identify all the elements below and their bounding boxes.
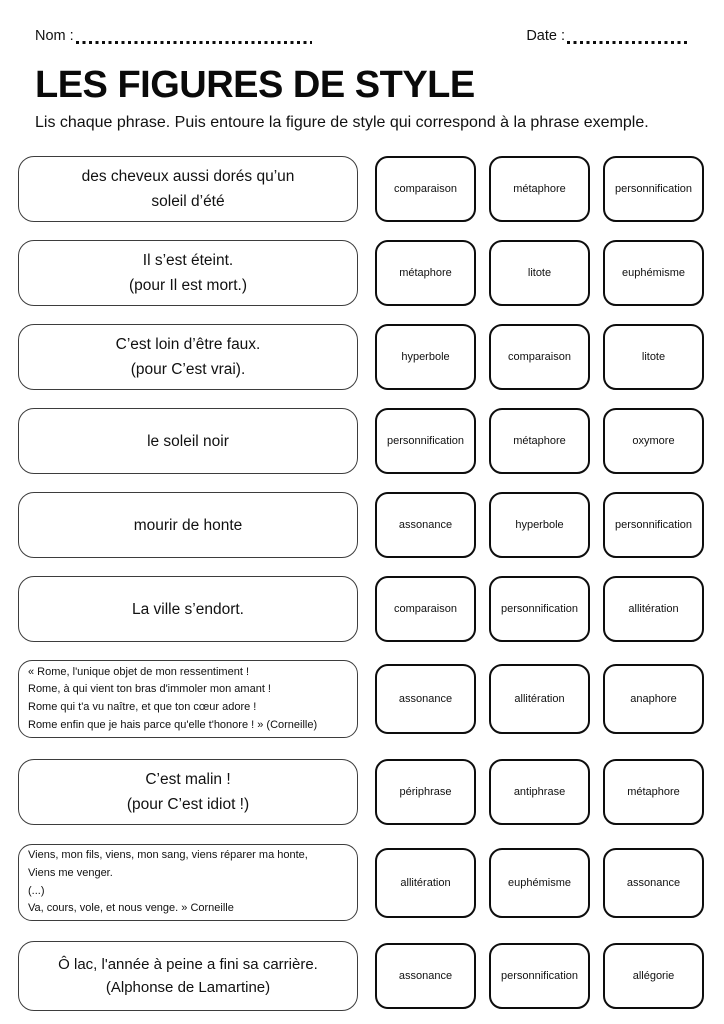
date-label: Date :	[526, 28, 565, 44]
option-choice[interactable]: euphémisme	[489, 848, 590, 918]
phrase-line: Viens, mon fils, viens, mon sang, viens réparer ma honte,	[28, 849, 308, 862]
phrase-line: C’est loin d’être faux.	[115, 335, 261, 353]
phrase-line: soleil d’été	[151, 193, 225, 211]
phrase-line: (pour C’est vrai).	[130, 361, 246, 379]
option-choice[interactable]: allégorie	[603, 943, 704, 1009]
phrase-line: Va, cours, vole, et nous venge. » Corneille	[28, 902, 234, 915]
exercise-rows	[18, 156, 704, 1011]
option-choice[interactable]: personnification	[489, 943, 590, 1009]
option-choice[interactable]: anaphore	[603, 664, 704, 734]
exercise-row	[18, 156, 704, 222]
name-label: Nom :	[35, 28, 74, 44]
phrase-line: (pour C’est idiot !)	[126, 796, 250, 814]
option-choice[interactable]: personnification	[489, 576, 590, 642]
option-group	[375, 664, 704, 734]
option-choice[interactable]: métaphore	[603, 759, 704, 825]
option-choice[interactable]: comparaison	[375, 156, 476, 222]
phrase-line: Rome, à qui vient ton bras d'immoler mon amant !	[28, 683, 271, 696]
option-group	[375, 156, 704, 222]
exercise-row	[18, 576, 704, 642]
phrase-line: « Rome, l'unique objet de mon ressentiment !	[28, 665, 249, 678]
option-group	[375, 943, 704, 1009]
option-choice[interactable]: allitération	[375, 848, 476, 918]
phrase-box	[18, 576, 358, 642]
phrase-line: C’est malin !	[145, 770, 231, 788]
option-group	[375, 848, 704, 918]
name-field	[35, 28, 312, 44]
option-group	[375, 240, 704, 306]
option-choice[interactable]: allitération	[603, 576, 704, 642]
option-choice[interactable]: métaphore	[489, 156, 590, 222]
option-choice[interactable]: assonance	[375, 492, 476, 558]
option-choice[interactable]: périphrase	[375, 759, 476, 825]
option-choice[interactable]: antiphrase	[489, 759, 590, 825]
phrase-line: Ô lac, l'année à peine a fini sa carrière.	[58, 955, 318, 973]
phrase-box	[18, 759, 358, 825]
phrase-box	[18, 941, 358, 1011]
option-choice[interactable]: hyperbole	[375, 324, 476, 390]
phrase-box	[18, 660, 358, 738]
exercise-row	[18, 492, 704, 558]
exercise-row	[18, 408, 704, 474]
header-bar	[35, 28, 689, 44]
option-choice[interactable]: métaphore	[375, 240, 476, 306]
option-choice[interactable]: hyperbole	[489, 492, 590, 558]
phrase-line: Rome enfin que je hais parce qu'elle t'honore ! » (Corneille)	[28, 718, 318, 731]
option-choice[interactable]: personnification	[603, 156, 704, 222]
option-choice[interactable]: litote	[603, 324, 704, 390]
option-choice[interactable]: assonance	[603, 848, 704, 918]
exercise-row	[18, 844, 704, 921]
option-choice[interactable]: euphémisme	[603, 240, 704, 306]
phrase-line: La ville s’endort.	[131, 600, 244, 618]
phrase-line: Il s’est éteint.	[142, 251, 234, 269]
phrase-box	[18, 492, 358, 558]
option-group	[375, 492, 704, 558]
phrase-line: (pour Il est mort.)	[129, 277, 247, 295]
phrase-line: mourir de honte	[133, 516, 243, 534]
phrase-line: (Alphonse de Lamartine)	[105, 979, 271, 997]
option-choice[interactable]: assonance	[375, 664, 476, 734]
option-group	[375, 408, 704, 474]
option-group	[375, 324, 704, 390]
exercise-row	[18, 324, 704, 390]
exercise-row	[18, 660, 704, 738]
exercise-row	[18, 941, 704, 1011]
instruction-text: Lis chaque phrase. Puis entoure la figure de style qui correspond à la phrase exemple.	[35, 113, 649, 131]
phrase-box	[18, 844, 358, 921]
phrase-box	[18, 240, 358, 306]
option-choice[interactable]: métaphore	[489, 408, 590, 474]
phrase-line: Viens me venger.	[28, 866, 113, 879]
option-choice[interactable]: personnification	[603, 492, 704, 558]
phrase-box	[18, 156, 358, 222]
phrase-line: des cheveux aussi dorés qu’un	[81, 167, 295, 185]
option-choice[interactable]: assonance	[375, 943, 476, 1009]
page-title: LES FIGURES DE STYLE	[35, 64, 475, 106]
exercise-row	[18, 240, 704, 306]
phrase-line: (...)	[28, 884, 45, 897]
option-choice[interactable]: comparaison	[489, 324, 590, 390]
option-choice[interactable]: personnification	[375, 408, 476, 474]
name-fill-line[interactable]	[76, 31, 312, 44]
option-group	[375, 576, 704, 642]
exercise-row	[18, 759, 704, 825]
phrase-box	[18, 324, 358, 390]
date-field	[526, 28, 689, 44]
phrase-box	[18, 408, 358, 474]
date-fill-line[interactable]	[567, 31, 689, 44]
phrase-line: Rome qui t'a vu naître, et que ton cœur adore !	[28, 701, 257, 714]
option-choice[interactable]: litote	[489, 240, 590, 306]
option-choice[interactable]: comparaison	[375, 576, 476, 642]
option-choice[interactable]: oxymore	[603, 408, 704, 474]
phrase-line: le soleil noir	[147, 432, 229, 450]
option-choice[interactable]: allitération	[489, 664, 590, 734]
option-group	[375, 759, 704, 825]
